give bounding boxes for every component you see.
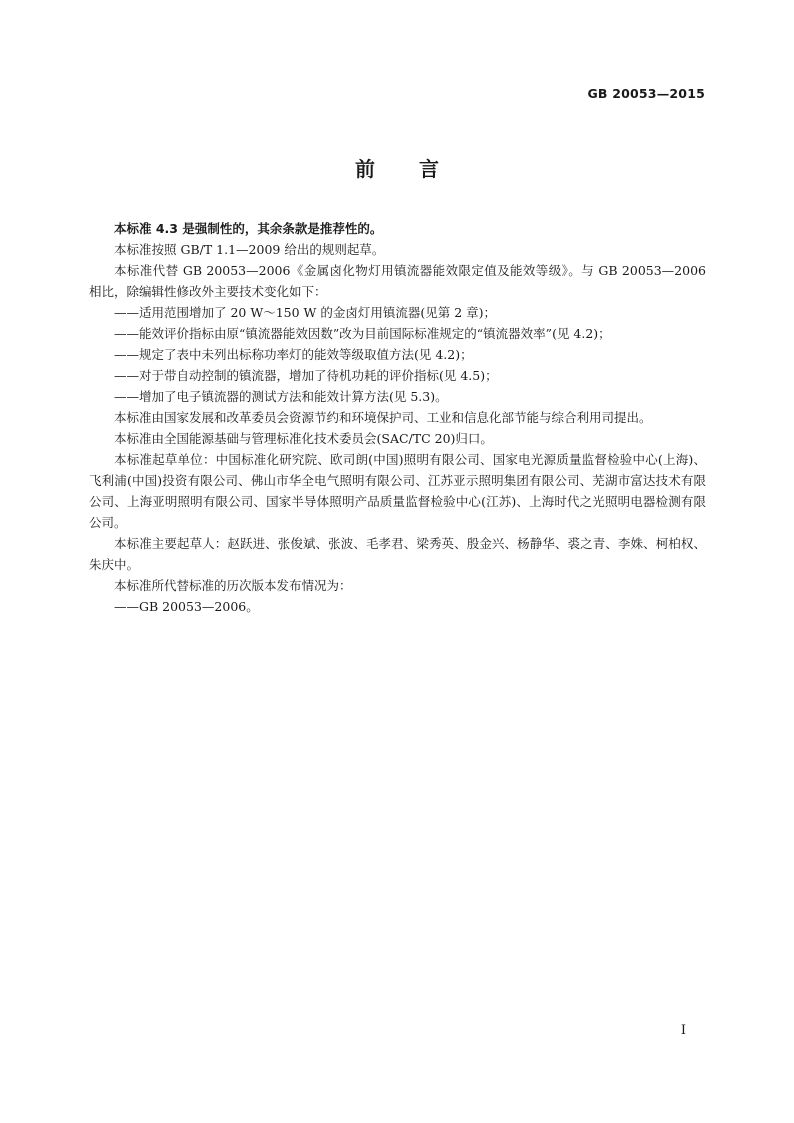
page-title: 前言 bbox=[355, 157, 483, 181]
paragraph-drafting-organizations: 本标准起草单位：中国标准化研究院、欧司朗(中国)照明有限公司、国家电光源质量监督检验中心(上海)、飞利浦(中国)投资有限公司、佛山市华全电气照明有限公司、江苏亚示照明集团有限公司、芜湖市富达技术有限公司、上海亚明照明有限公司、国家半导体照明产品质量监督检验中心(江苏)、上海时代之光照明电器检测有限公司。 bbox=[89, 452, 706, 530]
foreword-body bbox=[89, 218, 706, 617]
history-item: ——GB 20053—2006。 bbox=[114, 599, 259, 614]
page-number: I bbox=[680, 1023, 686, 1038]
paragraph-administered-by: 本标准由全国能源基础与管理标准化技术委员会(SAC/TC 20)归口。 bbox=[114, 431, 493, 446]
paragraph-drafters: 本标准主要起草人：赵跃进、张俊斌、张波、毛孝君、梁秀英、殷金兴、杨静华、裘之青、李姝、柯柏权、朱庆中。 bbox=[89, 536, 706, 572]
standard-number: GB 20053—2015 bbox=[587, 86, 705, 101]
change-item-standby-power: ——对于带自动控制的镇流器，增加了待机功耗的评价指标(见 4.5)； bbox=[114, 368, 498, 383]
paragraph-mandatory-clause: 本标准 4.3 是强制性的，其余条款是推荐性的。 bbox=[114, 221, 383, 236]
paragraph-replaces: 本标准代替 GB 20053—2006《金属卤化物灯用镇流器能效限定值及能效等级》。与 GB 20053—2006 相比，除编辑性修改外主要技术变化如下： bbox=[89, 263, 706, 299]
change-item-scope: ——适用范围增加了 20 W～150 W 的金卤灯用镇流器(见第 2 章)； bbox=[114, 305, 497, 320]
paragraph-proposed-by: 本标准由国家发展和改革委员会资源节约和环境保护司、工业和信息化部节能与综合利用司提出。 bbox=[114, 410, 652, 425]
paragraph-history-intro: 本标准所代替标准的历次版本发布情况为： bbox=[114, 578, 352, 593]
change-item-efficiency-index: ——能效评价指标由原“镇流器能效因数”改为目前国际标准规定的“镇流器效率”(见 4.2)； bbox=[114, 326, 611, 341]
paragraph-drafting-rules: 本标准按照 GB/T 1.1—2009 给出的规则起草。 bbox=[114, 242, 385, 257]
change-item-unlisted-power: ——规定了表中未列出标称功率灯的能效等级取值方法(见 4.2)； bbox=[114, 347, 473, 362]
change-item-test-method: ——增加了电子镇流器的测试方法和能效计算方法(见 5.3)。 bbox=[114, 389, 448, 404]
